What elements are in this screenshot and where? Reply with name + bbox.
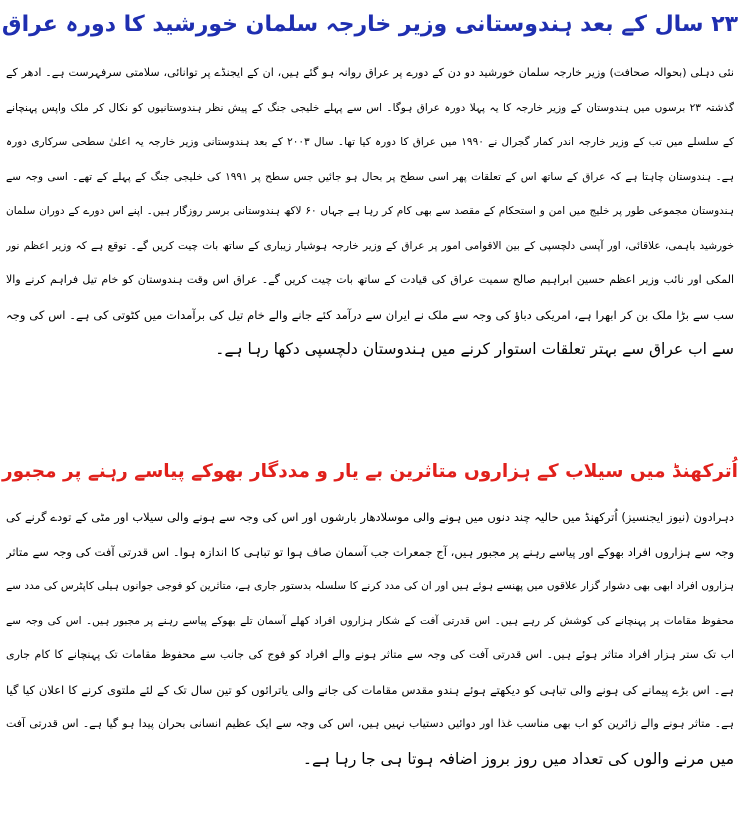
article-1-line: گذشتہ ۲۳ برسوں میں ہندوستان کے وزیر خارجہ کا یہ پہلا دورہ عراق ہوگا۔ اس سے پہلے خلیجی جنگ کے پیش نظر ہندوستانیوں کو نکال کر ملک واپس پہنچانے [6,101,734,114]
article-1-line: نئی دہلی (بحوالہ صحافت) وزیر خارجہ سلمان خورشید دو دن کے دورے پر عراق روانہ ہو گئے ہیں، ان کے ایجنڈے پر توانائی، سلامتی سرفہرست ہے۔ ادھر کے [6,66,734,79]
article-2-body [6,500,734,776]
article-1-line: المکی اور نائب وزیر اعظم حسین ابراہیم صالح سمیت عراق کی قیادت کے ساتھ بات چیت کریں گے۔ عراق اس وقت ہندوستان کو خام تیل فراہم کرنے والا [6,273,734,286]
article-1-line: ہے۔ ہندوستان چاہتا ہے کہ عراق کے ساتھ اس کے تعلقات پھر اسی سطح پر بحال ہو جائیں جس سطح پر ۱۹۹۱ کی خلیجی جنگ کے پہلے کے تھے۔ اسی وجہ سے [6,170,734,183]
article-2-headline: اُترکھنڈ میں سیلاب کے ہزاروں متاثرین بے یار و مددگار بھوکے پیاسے رہنے پر مجبور [1,461,739,482]
article-2-line: وجہ سے ہزاروں افراد بھوکے اور پیاسے رہنے پر مجبور ہیں، آج جمعرات جب آسمان صاف ہوا تو تباہی کا اندازہ ہوا۔ اس قدرتی آفت کی وجہ سے متاثر [6,544,734,559]
article-1-body [6,56,734,367]
article-2-line: ہے۔ متاثر ہونے والے زائرین کو اب بھی مناسب غذا اور دوائیں دستیاب نہیں ہیں، اس کی وجہ سے ایک عظیم انسانی بحران پیدا ہو گیا ہے۔ اس قدرتی آفت [6,717,734,730]
article-1-line: کے سلسلے میں تب کے وزیر خارجہ اندر کمار گجرال نے ۱۹۹۰ میں عراق کا دورہ کیا تھا۔ سال ۲۰۰۳ کے بعد ہندوستانی وزیر خارجہ یہ اعلیٰ سطحی سرکاری دورہ [6,136,734,148]
article-1-line: ہندوستان مجموعی طور پر خلیج میں امن و استحکام کے مقصد سے بھی کام کر رہا ہے جہاں ۶۰ لاکھ ہندوستانی برسر روزگار ہیں۔ اپنے اس دورے کے دوران سلمان [6,205,734,217]
article-2-line: اب تک ستر ہزار افراد متاثر ہوئے ہیں۔ اس قدرتی آفت کی وجہ سے متاثر ہونے والے افراد کو فوج کی جانب سے محفوظ مقامات تک پہنچانے کا کام جاری [6,648,734,661]
article-2-line: ہے۔ اس بڑے پیمانے کی ہونے والی تباہی کو دیکھتے ہوئے ہندو مقدس مقامات کی جانے والی یاترائوں کو تین سال تک کے لئے ملتوی کرنے کا اعلان کیا گیا [6,682,734,697]
article-2-line: ہزاروں افراد ابھی بھی دشوار گزار علاقوں میں پھنسے ہوئے ہیں اور ان کی مدد کرنے کا سلسلہ بدستور جاری ہے، متاثرین کو فوجی جوانوں ہیلی کاپٹرس کی مدد سے [6,580,734,592]
article-1-line: خورشید باہمی، علاقائی، اور آپسی دلچسپی کے بین الاقوامی امور پر عراق کے وزیر خارجہ ہوشیار زیباری کے ساتھ بات چیت کریں گے۔ توقع ہے کہ وزیر اعظم نور [6,239,734,252]
article-2-line: محفوظ مقامات پر پہنچانے کی کوشش کر رہے ہیں۔ اس قدرتی آفت کے شکار ہزاروں افراد کھلے آسمان تلے بھوکے پیاسے رہنے پر مجبور ہیں۔ اس کی وجہ سے [6,614,734,627]
article-1-line: سب سے بڑا ملک بن کر ابھرا ہے، امریکی دباؤ کی وجہ سے ملک نے ایران سے درآمد کئے جانے والے خام تیل کی برآمدات میں کٹوتی کی ہے۔ اس کی وجہ [6,307,734,322]
article-2-line: میں مرنے والوں کی تعداد میں روز بروز اضافہ ہوتا ہی جا رہا ہے۔ [302,749,734,768]
article-1-line: سے اب عراق سے بہتر تعلقات استوار کرنے میں ہندوستان دلچسپی دکھا رہا ہے۔ [215,340,734,358]
article-2-line: دہرادون (نیوز ایجنسیز) اُترکھنڈ میں حالیہ چند دنوں میں ہونے والی موسلادھار بارشوں اور اس کی وجہ سے ہونے والی سیلاب اور مٹی کے تودے گرنے کی [6,510,734,524]
article-1-headline: ۲۳ سال کے بعد ہندوستانی وزیر خارجہ سلمان خورشید کا دورہ عراق [1,12,739,37]
